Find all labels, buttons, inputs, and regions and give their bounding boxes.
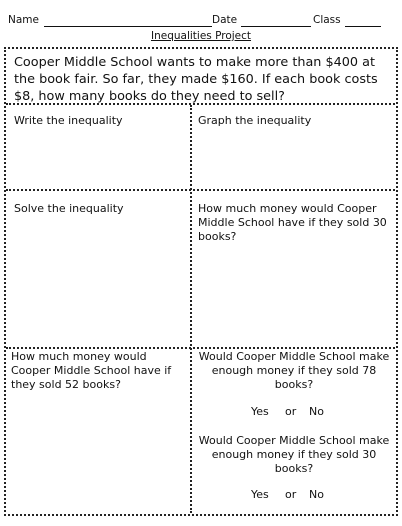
name-label: Name: [8, 14, 39, 26]
worksheet-title: [0, 30, 402, 42]
date-blank: [241, 26, 311, 27]
row-divider-1: [6, 189, 395, 191]
write-inequality-prompt: Write the inequality: [14, 114, 123, 127]
word-problem: Cooper Middle School wants to make more than $400 at the book fair. So far, they made $160. If each book costs $8, how many books do they need to sell?: [6, 49, 395, 105]
class-label: Class: [313, 14, 341, 26]
class-blank: [345, 26, 381, 27]
graph-inequality-prompt: Graph the inequality: [198, 114, 312, 127]
enough-78-books-question: Would Cooper Middle School make enough money if they sold 78 books?: [198, 350, 390, 391]
answer-or-78: or: [285, 405, 297, 418]
answer-no-78[interactable]: No: [309, 405, 324, 418]
enough-30-books-question: Would Cooper Middle School make enough money if they sold 30 books?: [198, 434, 390, 475]
answer-no-30[interactable]: No: [309, 488, 324, 501]
answer-yes-78[interactable]: Yes: [251, 405, 269, 418]
name-blank: [44, 26, 212, 27]
solve-inequality-prompt: Solve the inequality: [14, 202, 124, 215]
money-30-books-question: How much money would Cooper Middle School have if they sold 30 books?: [198, 202, 387, 243]
answer-yes-30[interactable]: Yes: [251, 488, 269, 501]
answer-or-30: or: [285, 488, 297, 501]
date-label: Date: [212, 14, 238, 26]
money-52-books-question: How much money would Cooper Middle School have if they sold 52 books?: [11, 350, 172, 391]
worksheet-title-text: Inequalities Project: [150, 30, 252, 42]
worksheet-grid: [4, 47, 398, 516]
column-divider: [190, 105, 192, 513]
row-divider-2: [6, 347, 395, 349]
student-info-header: [8, 14, 392, 28]
